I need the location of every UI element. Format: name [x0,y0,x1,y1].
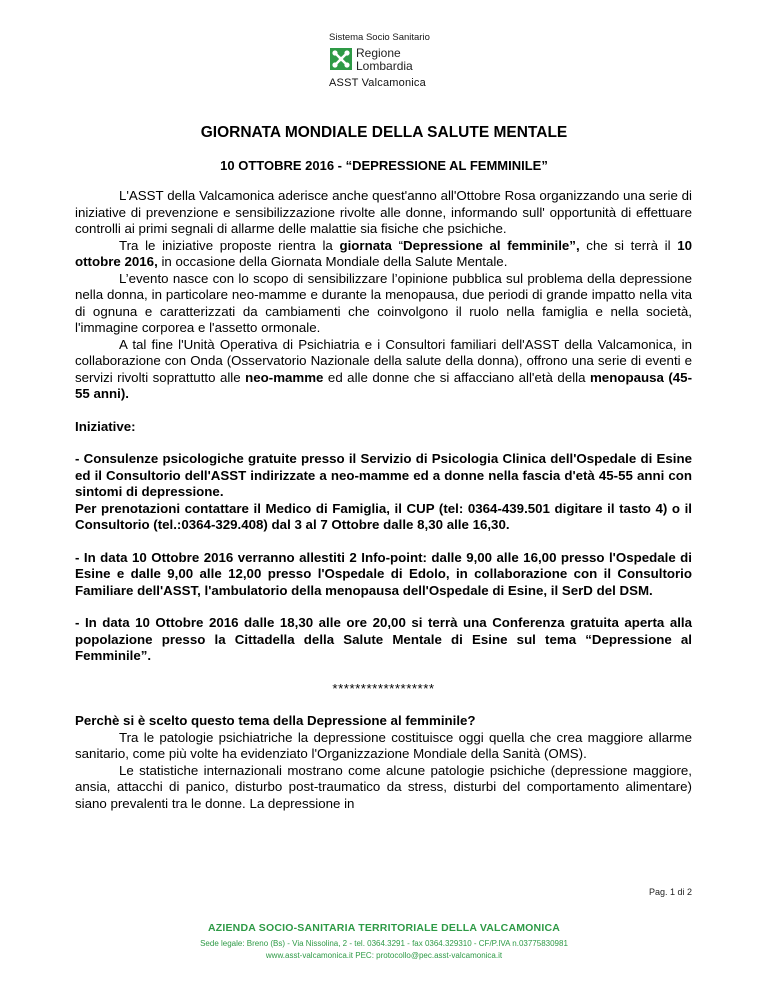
section-divider: ****************** [332,680,435,696]
why-paragraph-2: Le statistiche internazionali mostrano come alcune patologie psichiche (depressione maggiore, ansia, attacchi di panico, disturbo post-traumatico da stress, disturbi del comportamento alimentare) siano prevalenti tra le donne. La depressione in [75,762,692,811]
initiative-info-points: - In data 10 Ottobre 2016 verranno allestiti 2 Info-point: dalle 9,00 alle 16,00 presso l'Ospedale di Esine e dalle 9,00 alle 12,00 presso l'Ospedale di Edolo, in collaborazione con il Consultorio Familiare dell'ASST, l'ambulatorio della menopausa dell'Ospedale di Esine, il SerD del DSM. [75,549,692,598]
logo-asst-text: ASST Valcamonica [329,77,426,89]
initiative-booking-info: Per prenotazioni contattare il Medico di Famiglia, il CUP (tel: 0364-439.501 digitare il tasto 4) o il Consultorio (tel.:0364-329.408) dal 3 al 7 Ottobre dalle 8,30 alle 16,30. [75,500,692,532]
footer-address: Sede legale: Breno (Bs) - Via Nissolina, 2 - tel. 0364.3291 - fax 0364.329310 - CF/P.IVA n.03775830981 [200,939,568,948]
footer-web: www.asst-valcamonica.it PEC: protocollo@pec.asst-valcamonica.it [265,951,503,960]
initiatives-paragraph: Tra le iniziative proposte rientra la giornata “Depressione al femminile”, che si terrà il 10 ottobre 2016, in occasione della Giornata Mondiale della Salute Mentale. [75,237,692,269]
initiative-consultations: - Consulenze psicologiche gratuite presso il Servizio di Psicologia Clinica dell'Ospedale di Esine ed il Consultorio dell'ASST indirizzate a neo-mamme ed a donne nella fascia d'età 45-55 anni con sintomi di depressione. [75,451,692,499]
page-title: GIORNATA MONDIALE DELLA SALUTE MENTALE [200,124,568,141]
asst-logo [322,18,452,90]
page-number: Pag. 1 di 2 [648,887,692,897]
logo-region-line2: Lombardia [356,59,413,73]
event-purpose-paragraph: L’evento nasce con lo scopo di sensibilizzare l’opinione pubblica sul problema della depressione nella donna, in particolare neo-mamme e durante la menopausa, due periodi di grande impatto nella vita di ognuna e caratterizzati da cambiamenti che coinvolgono il ruolo nella famiglia e nella società, l'immagine corporea e l'assetto ormonale. [75,270,692,335]
initiatives-heading: Iniziative: [75,418,136,434]
initiative-conference: - In data 10 Ottobre 2016 dalle 18,30 alle ore 20,00 si terrà una Conferenza gratuita aperta alla popolazione presso la Cittadella della Salute Mentale di Esine sul tema “Depressione al Femminile”. [75,615,692,663]
services-paragraph: A tal fine l'Unità Operativa di Psichiatria e i Consultori familiari dell'ASST della Valcamonica, in collaborazione con Onda (Osservatorio Nazionale della salute della donna), offrono una serie di eventi e servizi rivolti soprattutto alle neo-mamme ed alle donne che si affacciano all'età della menopausa (45-55 anni). [75,336,692,401]
footer-organization: AZIENDA SOCIO-SANITARIA TERRITORIALE DELLA VALCAMONICA [207,922,561,934]
region-lombardia-mark-icon [330,48,352,70]
logo-system-text: Sistema Socio Sanitario [329,32,430,43]
page-subtitle: 10 OTTOBRE 2016 - “DEPRESSIONE AL FEMMINILE” [220,158,548,173]
why-heading: Perchè si è scelto questo tema della Depressione al femminile? [75,713,476,728]
why-paragraph-1: Tra le patologie psichiatriche la depressione costituisce oggi quella che crea maggiore allarme sanitario, come più volte ha evidenziato l'Organizzazione Mondiale della Sanità (OMS). [75,729,692,761]
document-body [75,188,692,812]
intro-paragraph: L'ASST della Valcamonica aderisce anche quest'anno all'Ottobre Rosa organizzando una serie di iniziative di prevenzione e sensibilizzazione rivolte alle donne, informando sull' opportunità di effettuare controlli ai primi segnali di allarme delle malattie sia fisiche che psichiche. [75,188,692,236]
logo-region-line1: Regione [356,46,401,60]
